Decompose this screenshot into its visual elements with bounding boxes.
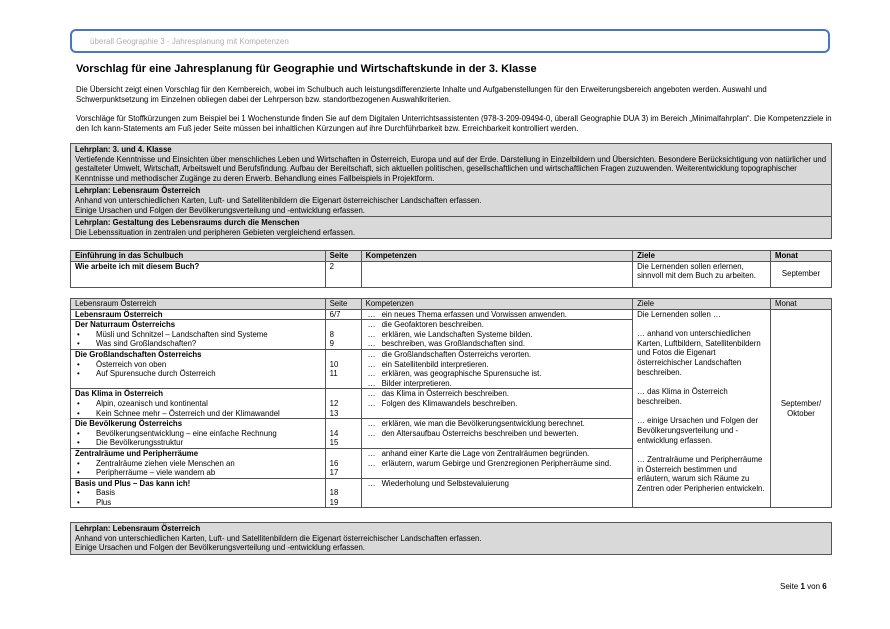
header-breadcrumb: überall Geographie 3 - Jahresplanung mit Kompetenzen: [90, 37, 289, 46]
section-bullet: • Zentralräume ziehen viele Menschen an: [75, 459, 321, 469]
lehrplan-top-table: [70, 143, 832, 239]
intro-paragraph-1: Die Übersicht zeigt einen Vorschlag für den Kernbereich, wobei im Schulbuch auch leistungsdifferenzierte Inhalte und Aufgabenstellungen für den Erweiterungsbereich angeboten werden. Auswahl und Schwerpunktsetzung im Einzelnen obliegen dabei der Lehrperson bzw. standortbezogenen Auswahlkriterien.: [76, 85, 767, 104]
lehrplan-heading: Lehrplan: Lebensraum Österreich: [75, 524, 201, 533]
kompetenz-item: … erklären, wie Landschaften Systeme bilden.: [366, 330, 629, 340]
kompetenz-item: … Folgen des Klimawandels beschreiben.: [366, 399, 629, 409]
section-title: Die Großlandschaften Österreichs: [75, 349, 202, 359]
ziel-item: … das Klima in Österreich beschreiben.: [637, 387, 728, 406]
section-cell: [71, 389, 326, 419]
section-bullet: • Peripherräume – viele wandern ab: [75, 468, 321, 478]
ziele-intro: Die Lernenden sollen …: [637, 309, 721, 319]
section-title: Lebensraum Österreich: [71, 309, 326, 320]
kompetenz-item: … erklären, wie man die Bevölkerungsentwicklung berechnet.: [366, 419, 629, 429]
ziele-cell: [633, 309, 771, 508]
kompetenz-item: … den Altersaufbau Österreichs beschreiben und bewerten.: [366, 429, 629, 439]
intro-row-seite: 2: [325, 261, 361, 287]
lehrplan-heading: Lehrplan: Gestaltung des Lebensraums durch die Menschen: [75, 218, 300, 228]
section-bullet: • Alpin, ozeanisch und kontinental: [75, 399, 321, 409]
section-seite: 16 17: [325, 448, 361, 478]
section-kompetenzen: [361, 309, 633, 320]
page-current: 1: [800, 582, 805, 591]
kompetenz-item: … anhand einer Karte die Lage von Zentralräumen begründen.: [366, 449, 629, 459]
section-bullet: • Auf Spurensuche durch Österreich: [75, 369, 321, 379]
section-title: Zentralräume und Peripherräume: [75, 448, 199, 458]
lehrplan-bottom-table: [70, 522, 832, 555]
col-ziele: Ziele: [633, 299, 771, 310]
lehrplan-line: Einige Ursachen und Folgen der Bevölkerungsverteilung und -entwicklung erfassen.: [75, 205, 365, 215]
kompetenz-item: … die Großlandschaften Österreichs verorten.: [366, 350, 629, 360]
section-bullet: • Die Bevölkerungsstruktur: [75, 438, 321, 448]
lehrplan-line: Anhand von unterschiedlichen Karten, Luft- und Satellitenbildern die Eigenart österreichischer Landschaften erfassen.: [75, 533, 482, 543]
section-seite: 12 13: [325, 389, 361, 419]
section-cell: [71, 448, 326, 478]
intro-row-monat: September: [770, 261, 831, 287]
intro-table: [70, 250, 832, 288]
lehrplan-line: Einige Ursachen und Folgen der Bevölkerungsverteilung und -entwicklung erfassen.: [75, 543, 365, 553]
col-monat: Monat: [770, 251, 831, 262]
page-number-prefix: Seite: [780, 582, 801, 591]
page-number-mid: von: [804, 582, 823, 591]
section-cell: [71, 478, 326, 508]
section-title: Die Bevölkerung Österreichs: [75, 419, 183, 429]
intro-row-title: Wie arbeite ich mit diesem Buch?: [71, 261, 326, 287]
main-table-heading: Lebensraum Österreich: [71, 299, 326, 310]
section-cell: [71, 349, 326, 388]
intro-row-kompetenzen: [361, 261, 633, 287]
ziel-item: … Zentralräume und Peripherräume in Österreich bestimmen und erläutern, warum sich Räume zu Zentren oder Peripherien entwickeln.: [637, 455, 765, 493]
col-kompetenzen: Kompetenzen: [361, 299, 633, 310]
section-kompetenzen: [361, 419, 633, 449]
ziel-item: … anhand von unterschiedlichen Karten, Luftbildern, Satellitenbildern und Fotos die Eigenart österreichischer Landschaften beschreiben.: [637, 329, 761, 377]
section-kompetenzen: [361, 478, 633, 508]
main-table: [70, 298, 832, 508]
section-kompetenzen: [361, 320, 633, 350]
col-seite: Seite: [325, 251, 361, 262]
page-title: Vorschlag für eine Jahresplanung für Geographie und Wirtschaftskunde in der 3. Klasse: [76, 63, 537, 75]
intro-paragraph-2: Vorschläge für Stoffkürzungen zum Beispiel bei 1 Wochenstunde finden Sie auf dem Digitalen Unterrichtsassistenten (978-3-209-09494-0, überall Geographie DUA 3) im Bereich „Minimalfahrplan“. Die Kompetenzziele in den Ich kann-Statements am Fuß jeder Seite müssen bei inhaltlichen Kürzungen auf ihre Durchführbarkeit bzw. Erreichbarkeit kontrolliert werden.: [76, 114, 832, 133]
lehrplan-block: [71, 185, 832, 217]
col-monat: Monat: [771, 299, 832, 310]
kompetenz-item: … erläutern, warum Gebirge und Grenzregionen Peripherräume sind.: [366, 459, 629, 469]
section-bullet: • Müsli und Schnitzel – Landschaften sind Systeme: [75, 330, 321, 340]
section-seite: 18 19: [325, 478, 361, 508]
intro-row-ziele: Die Lernenden sollen erlernen, sinnvoll mit dem Buch zu arbeiten.: [633, 261, 771, 287]
col-seite: Seite: [325, 299, 361, 310]
kompetenz-item: … ein Satellitenbild interpretieren.: [366, 360, 629, 370]
section-kompetenzen: [361, 448, 633, 478]
lehrplan-block: [71, 144, 832, 185]
monat-cell: September/ Oktober: [771, 309, 832, 508]
kompetenz-item: … erklären, was geographische Spurensuche ist.: [366, 369, 629, 379]
col-ziele: Ziele: [633, 251, 771, 262]
lehrplan-line: Anhand von unterschiedlichen Karten, Luft- und Satellitenbildern die Eigenart österreichischer Landschaften erfassen.: [75, 195, 482, 205]
intro-table-heading: Einführung in das Schulbuch: [71, 251, 326, 262]
lehrplan-heading: Lehrplan: 3. und 4. Klasse: [75, 145, 172, 154]
lehrplan-block: [71, 217, 832, 239]
section-seite: 14 15: [325, 419, 361, 449]
section-title: Der Naturraum Österreichs: [75, 320, 176, 330]
section-cell: [71, 320, 326, 350]
section-bullet: • Österreich von oben: [75, 360, 321, 370]
section-bullet: • Was sind Großlandschaften?: [75, 339, 321, 349]
section-seite: 10 11: [325, 349, 361, 388]
section-seite: 6/7: [325, 309, 361, 320]
header-box: [70, 29, 830, 53]
kompetenz-item: … Wiederholung und Selbstevaluierung: [366, 479, 629, 489]
lehrplan-block: [71, 523, 832, 555]
section-bullet: • Plus: [75, 498, 321, 508]
section-cell: [71, 419, 326, 449]
kompetenz-item: … das Klima in Österreich beschreiben.: [366, 389, 629, 399]
section-kompetenzen: [361, 389, 633, 419]
kompetenz-item: … ein neues Thema erfassen und Vorwissen anwenden.: [366, 310, 629, 320]
kompetenz-item: … die Geofaktoren beschreiben.: [366, 320, 629, 330]
col-kompetenzen: Kompetenzen: [361, 251, 633, 262]
ziel-item: … einige Ursachen und Folgen der Bevölkerungsverteilung und -entwicklung erfassen.: [637, 416, 759, 445]
section-seite: 8 9: [325, 320, 361, 350]
section-bullet: • Basis: [75, 488, 321, 498]
kompetenz-item: … beschreiben, was Großlandschaften sind.: [366, 339, 629, 349]
section-kompetenzen: [361, 349, 633, 388]
section-title: Das Klima in Österreich: [75, 389, 163, 399]
lehrplan-line: Vertiefende Kenntnisse und Einsichten über menschliches Leben und Wirtschaften in Österreich, Europa und auf der Erde. Darstellung in Einzelbildern und Übersichten. Besondere Berücksichtigung von natürlicher und gestalteter Umwelt, Wirtschaft, Arbeitswelt und Berufsfindung. Aufbau der Bereitschaft, sich aktuellen politischen, gesellschaftlichen und wirtschaftlichen Fragen zuzuwenden. Weiterentwicklung topographischer Kenntnisse und methodischer Zugänge zu deren Erwerb. Behandlung eines Fallbeispiels in Projektform.: [75, 154, 827, 183]
section-title: Basis und Plus – Das kann ich!: [75, 478, 191, 488]
page-total: 6: [822, 582, 827, 591]
page-number: [780, 582, 827, 591]
lehrplan-heading: Lehrplan: Lebensraum Österreich: [75, 186, 201, 196]
section-bullet: • Kein Schnee mehr – Österreich und der Klimawandel: [75, 409, 321, 419]
kompetenz-item: … Bilder interpretieren.: [366, 379, 629, 389]
section-bullet: • Bevölkerungsentwicklung – eine einfache Rechnung: [75, 429, 321, 439]
lehrplan-line: Die Lebenssituation in zentralen und peripheren Gebieten vergleichend erfassen.: [75, 227, 356, 237]
